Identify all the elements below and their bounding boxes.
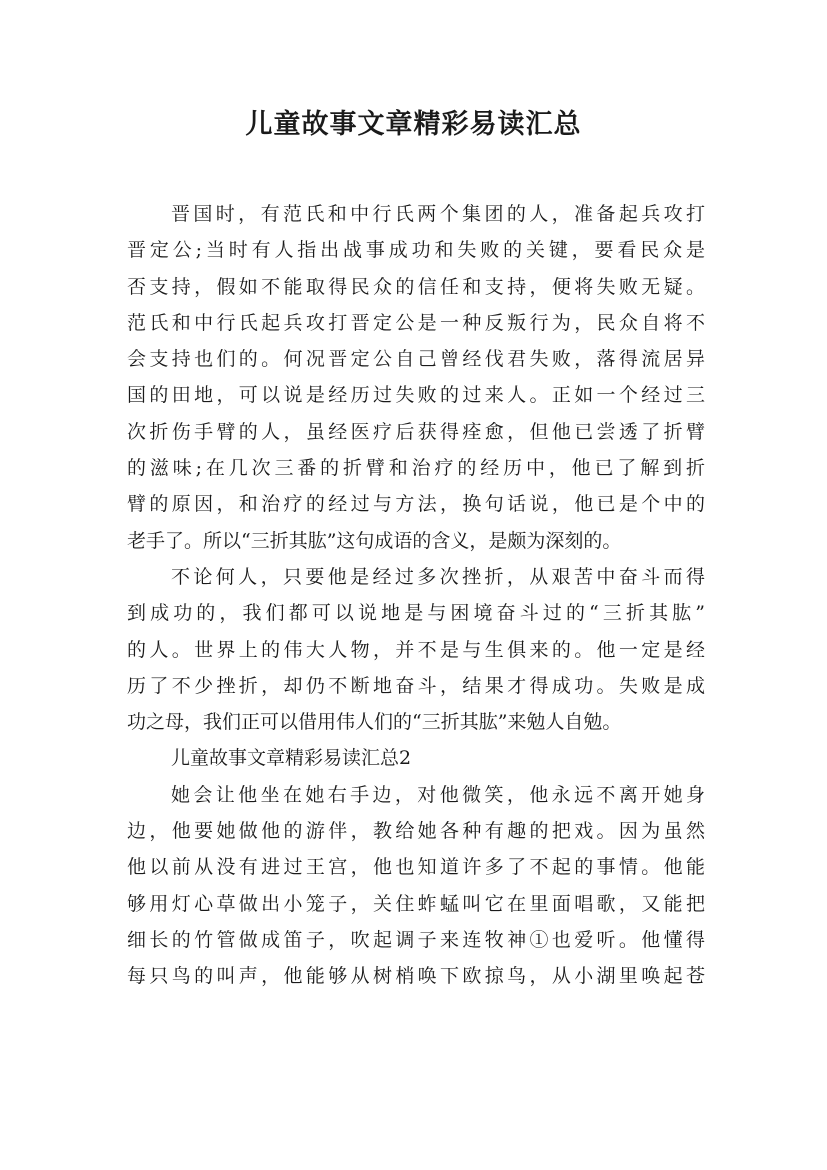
paragraph-line: 边，他要她做他的游伴，教给她各种有趣的把戏。因为虽然 xyxy=(127,820,705,843)
paragraph-line: 每只鸟的叫声，他能够从树梢唤下欧掠鸟，从小湖里唤起苍 xyxy=(127,965,705,988)
paragraph-line: 的滋味;在几次三番的折臂和治疗的经历中，他已了解到折 xyxy=(127,457,705,480)
paragraph-line: 范氏和中行氏起兵攻打晋定公是一种反叛行为，民众自将不 xyxy=(127,311,705,334)
paragraph-line: 她会让他坐在她右手边，对他微笑，他永远不离开她身 xyxy=(171,783,705,806)
document-body xyxy=(127,196,705,995)
paragraph-line: 否支持，假如不能取得民众的信任和支持，便将失败无疑。 xyxy=(127,275,705,298)
section-heading: 儿童故事文章精彩易读汇总2 xyxy=(171,747,412,770)
paragraph-line: 晋国时，有范氏和中行氏两个集团的人，准备起兵攻打 xyxy=(171,203,705,225)
paragraph-line: 的人。世界上的伟大人物，并不是与生俱来的。他一定是经 xyxy=(127,638,705,661)
paragraph-line: 到成功的，我们都可以说地是与困境奋斗过的“三折其肱” xyxy=(127,602,705,625)
paragraph-line: 细长的竹管做成笛子，吹起调子来连牧神①也爱听。他懂得 xyxy=(127,928,705,951)
paragraph-line: 历了不少挫折，却仍不断地奋斗，结果才得成功。失败是成 xyxy=(127,674,705,697)
paragraph-line: 不论何人，只要他是经过多次挫折，从艰苦中奋斗而得 xyxy=(171,565,705,588)
paragraph-line: 晋定公;当时有人指出战事成功和失败的关键，要看民众是 xyxy=(127,239,705,262)
paragraph-line: 臂的原因，和治疗的经过与方法，换句话说，他已是个中的 xyxy=(127,493,705,516)
paragraph-line: 次折伤手臂的人，虽经医疗后获得痊愈，但他已尝透了折臂 xyxy=(127,420,705,443)
paragraph-line: 够用灯心草做出小笼子，关住蚱蜢叫它在里面唱歌，又能把 xyxy=(127,892,705,915)
paragraph-line: 老手了。所以“三折其肱”这句成语的含义，是颇为深刻的。 xyxy=(127,529,622,552)
paragraph-line: 会支持也们的。何况晋定公自己曾经伐君失败，落得流居异 xyxy=(127,348,705,371)
paragraph-line: 他以前从没有进过王宫，他也知道许多了不起的事情。他能 xyxy=(127,856,705,879)
document-title: 儿童故事文章精彩易读汇总 xyxy=(245,109,582,140)
paragraph-line: 功之母，我们正可以借用伟人们的“三折其肱”来勉人自勉。 xyxy=(127,711,622,734)
paragraph-line: 国的田地，可以说是经历过失败的过来人。正如一个经过三 xyxy=(127,384,705,407)
